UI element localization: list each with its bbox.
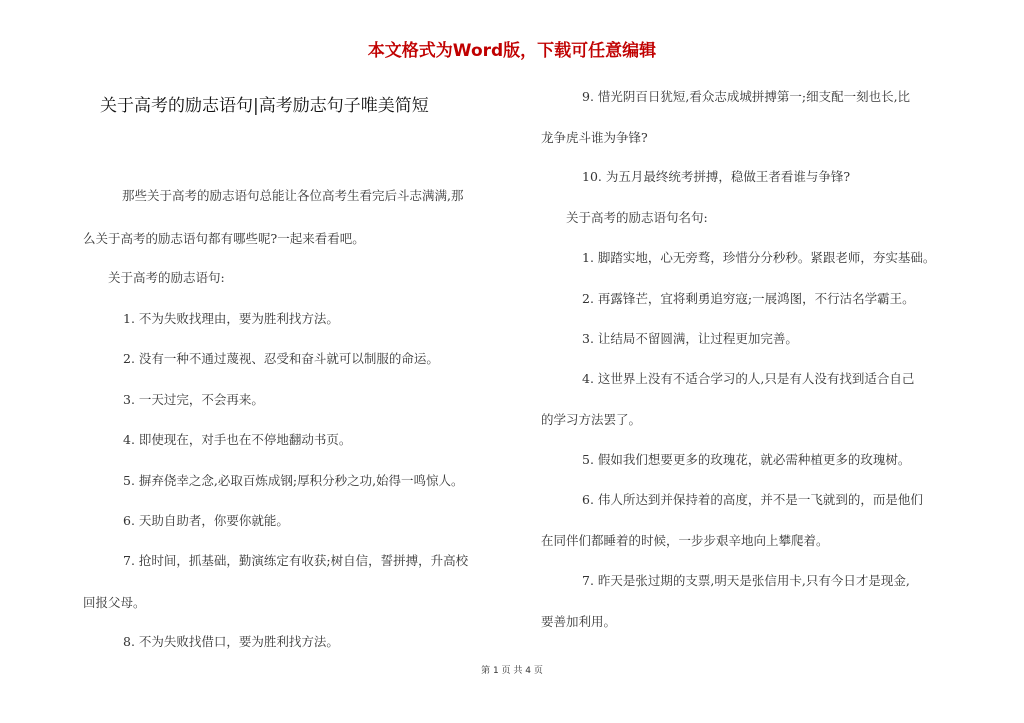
list-item: 10. 为五月最终统考拼搏，稳做王者看谁与争锋? [582,169,851,184]
list-item: 1. 脚踏实地，心无旁骛，珍惜分分秒秒。紧跟老师，夯实基础。 [582,250,936,265]
list-item-continuation: 回报父母。 [83,595,146,610]
list-item: 3. 让结局不留圆满，让过程更加完善。 [582,331,798,346]
list-item: 7. 昨天是张过期的支票,明天是张信用卡,只有今日才是现金, [582,573,910,588]
list-item: 4. 这世界上没有不适合学习的人,只是有人没有找到适合自己 [582,371,915,386]
page-title: 关于高考的励志语句|高考励志句子唯美简短 [100,96,429,116]
list-item: 5. 摒弃侥幸之念,必取百炼成钢;厚积分秒之功,始得一鸣惊人。 [123,473,464,488]
list-item: 4. 即使现在，对手也在不停地翻动书页。 [123,432,352,447]
list-item: 8. 不为失败找借口，要为胜利找方法。 [123,634,339,649]
list-item: 1. 不为失败找理由，要为胜利找方法。 [123,311,339,326]
intro-line-1: 那些关于高考的励志语句总能让各位高考生看完后斗志满满,那 [122,188,464,203]
list-item: 3. 一天过完，不会再来。 [123,392,264,407]
list-item-continuation: 的学习方法罢了。 [541,412,642,427]
list-item: 6. 天助自助者，你要你就能。 [123,513,289,528]
list-item-continuation: 在同伴们都睡着的时候，一步步艰辛地向上攀爬着。 [541,533,829,548]
intro-line-2: 么关于高考的励志语句都有哪些呢?一起来看看吧。 [83,231,365,246]
list-item: 2. 没有一种不通过蔑视、忍受和奋斗就可以制服的命运。 [123,351,439,366]
list-item: 7. 抢时间，抓基础，勤演练定有收获;树自信，誓拼搏，升高校 [123,553,469,568]
list-item: 2. 再露锋芒，宜将剩勇追穷寇;一展鸿图，不行沽名学霸王。 [582,291,915,306]
section-heading-quotes: 关于高考的励志语句: [108,270,225,285]
list-item: 6. 伟人所达到并保持着的高度，并不是一飞就到的，而是他们 [582,492,923,507]
list-item: 9. 惜光阴百日犹短,看众志成城拼搏第一;细支配一刻也长,比 [582,89,911,104]
word-version-banner: 本文格式为Word版，下载可任意编辑 [367,41,657,61]
section-heading-famous-quotes: 关于高考的励志语句名句: [566,210,708,225]
list-item-continuation: 要善加利用。 [541,614,617,629]
list-item: 5. 假如我们想要更多的玫瑰花，就必需种植更多的玫瑰树。 [582,452,911,467]
list-item-continuation: 龙争虎斗谁为争锋? [541,130,648,145]
page-number: 第 1 页 共 4 页 [481,666,543,676]
